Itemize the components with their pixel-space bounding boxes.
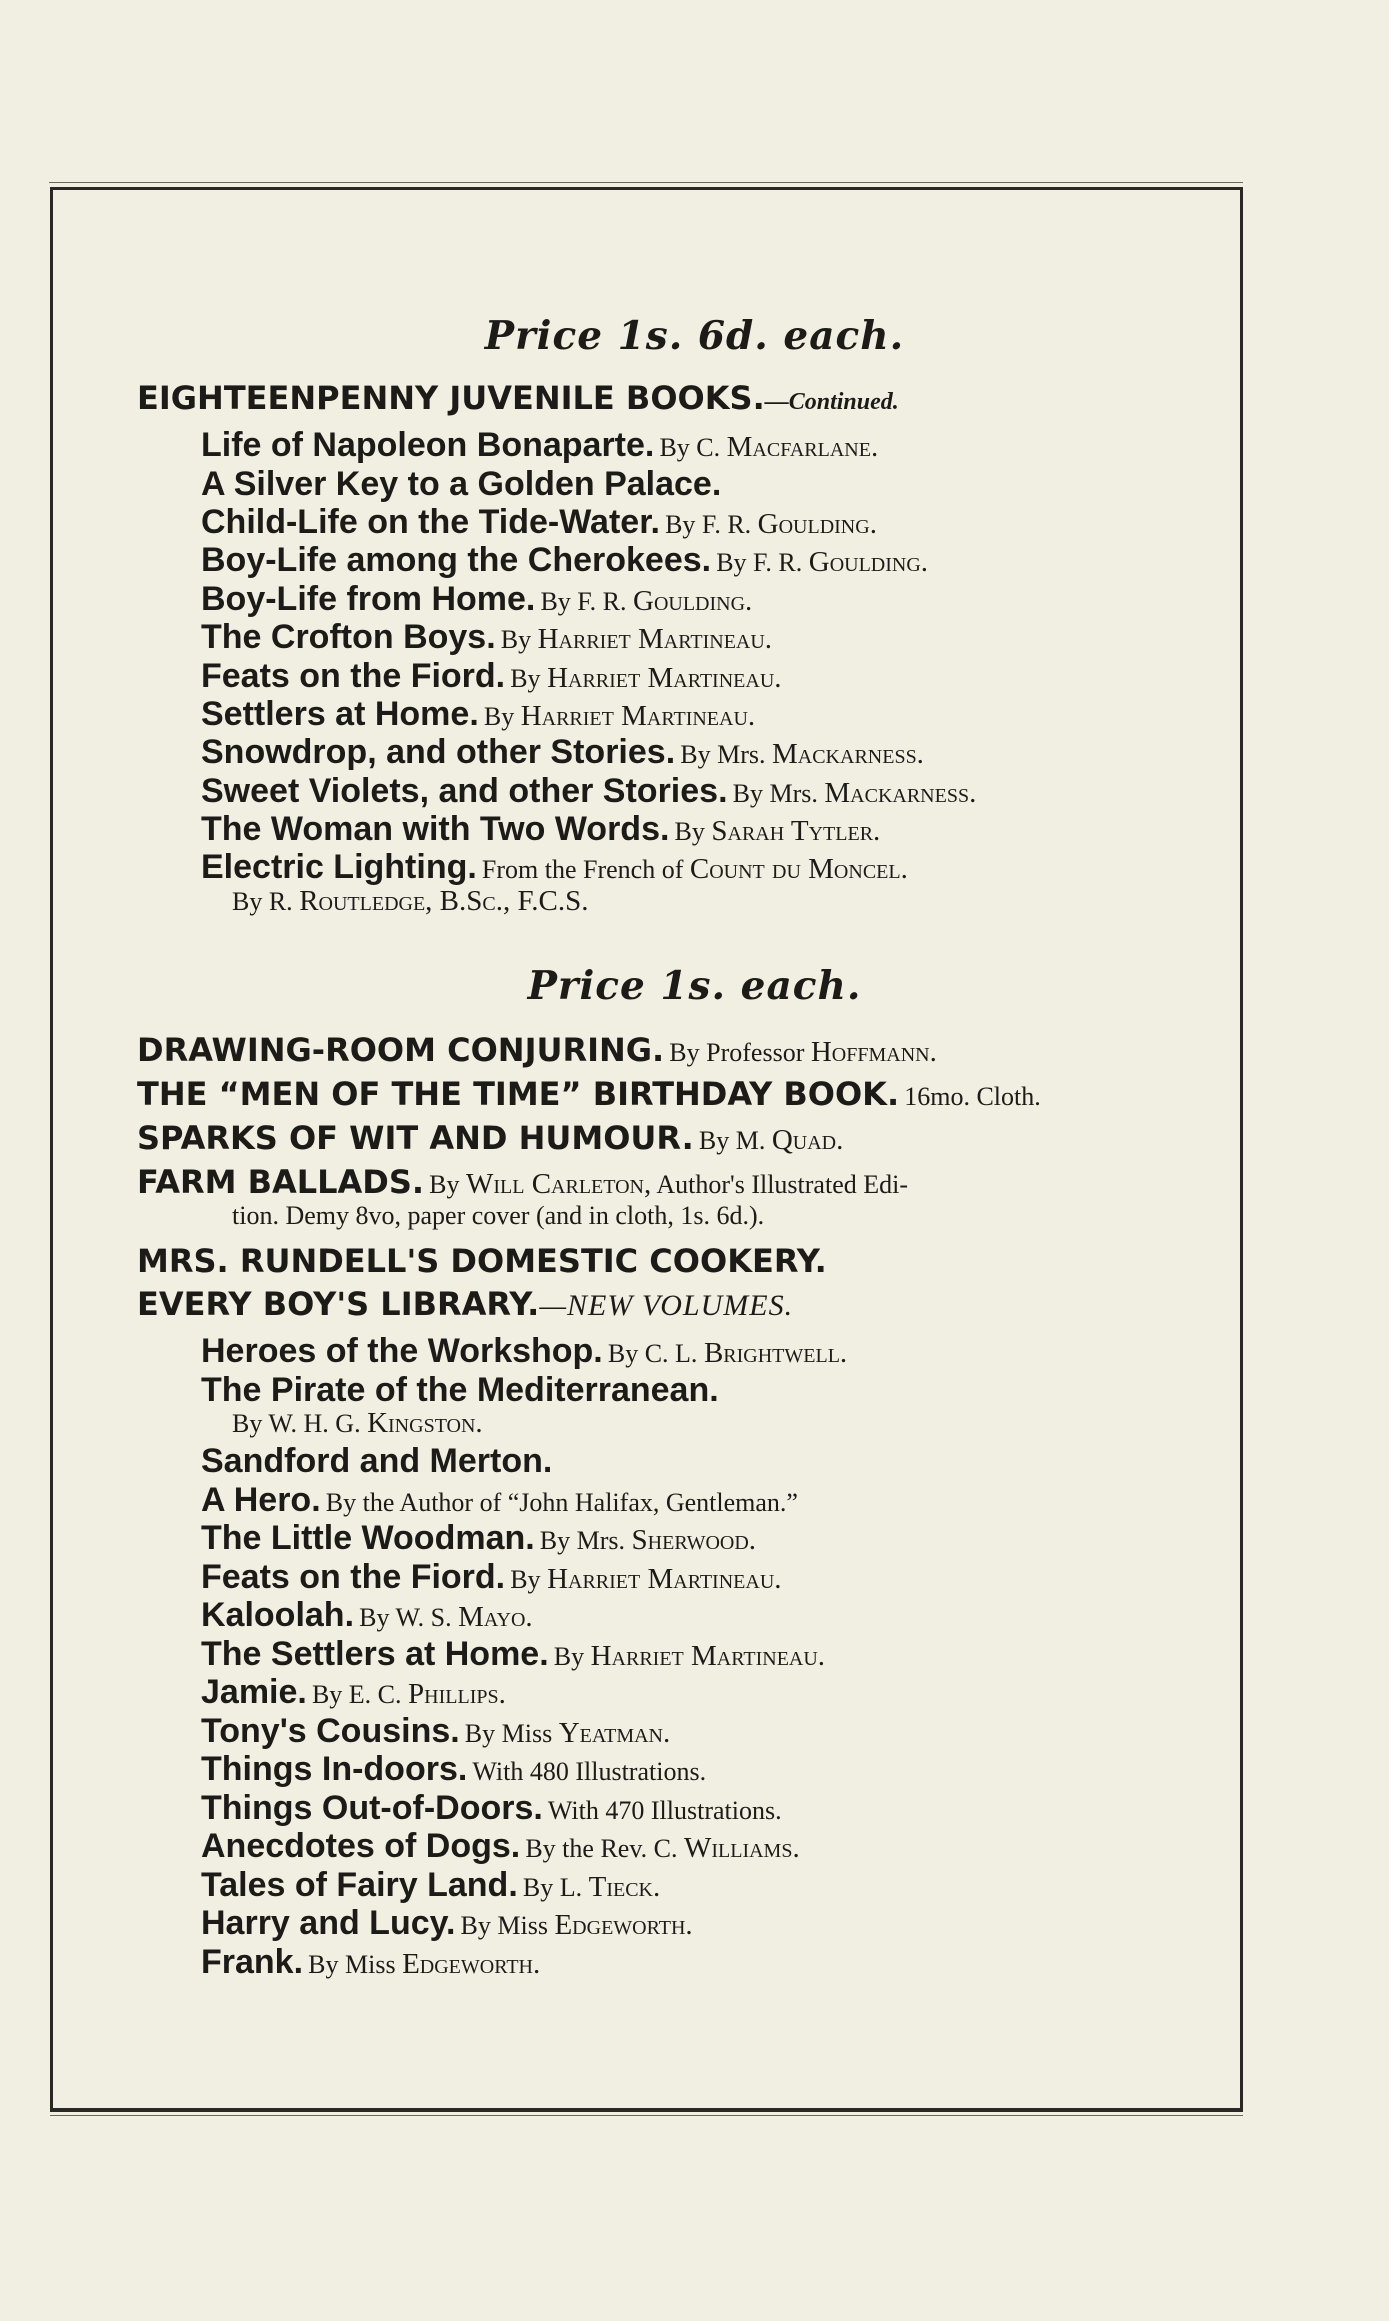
byline: By L. bbox=[522, 1873, 589, 1902]
list-item bbox=[201, 582, 752, 616]
author-name: Macfarlane. bbox=[726, 431, 879, 463]
list-item bbox=[201, 428, 878, 462]
entry-note: Author's Illustrated Edi- bbox=[656, 1170, 908, 1199]
byline: By F. R. bbox=[540, 587, 634, 616]
list-item bbox=[201, 659, 782, 693]
book-title: Sweet Violets, and other Stories. bbox=[201, 772, 728, 810]
byline: By E. C. bbox=[311, 1680, 409, 1709]
book-title: Life of Napoleon Bonaparte. bbox=[201, 426, 655, 464]
byline: By the Author of “John Halifax, Gentleman.” bbox=[325, 1488, 798, 1517]
list-item bbox=[201, 1945, 540, 1979]
author-name: Hoffmann. bbox=[810, 1036, 937, 1068]
byline: By the Rev. C. bbox=[525, 1834, 684, 1863]
byline: By F. R. bbox=[665, 510, 758, 539]
author-name: Goulding. bbox=[757, 508, 877, 540]
byline: By Mrs. bbox=[732, 779, 825, 808]
price-heading-1s: Price 1s. each. bbox=[527, 963, 862, 1009]
book-title: A Hero. bbox=[201, 1481, 321, 1519]
entry-farm-ballads bbox=[137, 1163, 908, 1201]
list-item bbox=[201, 812, 880, 846]
book-title: Kaloolah. bbox=[201, 1596, 355, 1634]
byline: By Mrs. bbox=[539, 1526, 632, 1555]
entry-note: 16mo. Cloth. bbox=[904, 1082, 1041, 1111]
author-name: Williams. bbox=[683, 1832, 800, 1864]
entry-farm-ballads-cont bbox=[232, 1203, 764, 1229]
book-title: Child-Life on the Tide-Water. bbox=[201, 503, 660, 541]
entry-title: THE “MEN OF THE TIME” BIRTHDAY BOOK. bbox=[137, 1075, 900, 1113]
list-item bbox=[201, 543, 928, 577]
book-title: The Settlers at Home. bbox=[201, 1635, 549, 1673]
entry-title: FARM BALLADS. bbox=[137, 1163, 425, 1201]
list-item bbox=[201, 1521, 756, 1555]
author-name: Goulding. bbox=[808, 546, 929, 578]
byline: With 470 Illustrations. bbox=[547, 1796, 782, 1825]
entry-note: tion. Demy 8vo, paper cover (and in cloth, 1s. 6d.). bbox=[232, 1201, 765, 1230]
book-title: Anecdotes of Dogs. bbox=[201, 1827, 521, 1865]
byline: By Professor bbox=[669, 1038, 811, 1067]
author-name: Yeatman. bbox=[558, 1717, 671, 1749]
byline: By bbox=[500, 625, 538, 654]
byline: By Miss bbox=[308, 1950, 403, 1979]
book-title: Settlers at Home. bbox=[201, 695, 479, 733]
book-title: The Pirate of the Mediterranean. bbox=[201, 1371, 719, 1409]
author-name: Count du Moncel. bbox=[689, 853, 908, 885]
book-title: A Silver Key to a Golden Palace. bbox=[201, 465, 722, 503]
byline: By bbox=[510, 664, 548, 693]
book-title: Boy-Life among the Cherokees. bbox=[201, 541, 712, 579]
author-name: Will Carleton, bbox=[465, 1168, 652, 1200]
book-title: Feats on the Fiord. bbox=[201, 1558, 506, 1596]
author-name: Mayo. bbox=[458, 1601, 533, 1633]
book-title: The Crofton Boys. bbox=[201, 618, 496, 656]
book-title: Things In-doors. bbox=[201, 1750, 468, 1788]
list-item bbox=[201, 1560, 782, 1594]
list-item bbox=[201, 1373, 719, 1407]
byline: By W. H. G. bbox=[232, 1409, 368, 1438]
author-name: Routledge, B.Sc., F.C.S. bbox=[299, 885, 589, 917]
list-item bbox=[201, 505, 877, 539]
entry-rundell bbox=[137, 1242, 827, 1280]
byline: By C. L. bbox=[607, 1339, 704, 1368]
book-title: Harry and Lucy. bbox=[201, 1904, 456, 1942]
byline: By bbox=[553, 1642, 591, 1671]
byline: By Miss bbox=[464, 1719, 559, 1748]
book-title: Things Out-of-Doors. bbox=[201, 1789, 543, 1827]
byline: By bbox=[429, 1170, 466, 1199]
list-item bbox=[201, 1598, 533, 1632]
list-item bbox=[201, 1637, 825, 1671]
book-title: The Little Woodman. bbox=[201, 1519, 535, 1557]
list-item bbox=[201, 697, 755, 731]
list-item bbox=[201, 467, 721, 501]
byline: With 480 Illustrations. bbox=[472, 1757, 707, 1786]
book-title: Jamie. bbox=[201, 1673, 307, 1711]
continued-label: —Continued. bbox=[764, 389, 899, 415]
author-name: Mackarness. bbox=[771, 738, 924, 770]
book-title: Boy-Life from Home. bbox=[201, 580, 536, 618]
author-name: Edgeworth. bbox=[554, 1909, 693, 1941]
byline: By bbox=[674, 817, 712, 846]
byline: By Miss bbox=[460, 1911, 555, 1940]
byline: By M. bbox=[698, 1126, 772, 1155]
byline: By Mrs. bbox=[680, 740, 772, 769]
book-title: The Woman with Two Words. bbox=[201, 810, 670, 848]
author-name: Phillips. bbox=[408, 1678, 506, 1710]
list-item bbox=[201, 1334, 847, 1368]
entry-drawing-room bbox=[137, 1031, 937, 1069]
byline: By F. R. bbox=[716, 548, 809, 577]
book-title: Heroes of the Workshop. bbox=[201, 1332, 603, 1370]
list-item-continuation bbox=[232, 887, 589, 916]
list-item bbox=[201, 1714, 670, 1748]
author-name: Sherwood. bbox=[631, 1524, 757, 1556]
byline: By bbox=[483, 702, 521, 731]
book-title: Snowdrop, and other Stories. bbox=[201, 733, 676, 771]
entry-sparks bbox=[137, 1119, 844, 1157]
author-name: Harriet Martineau. bbox=[590, 1640, 826, 1672]
entry-men-of-the-time bbox=[137, 1075, 1041, 1113]
author-name: Edgeworth. bbox=[402, 1948, 541, 1980]
list-item-continuation bbox=[232, 1409, 483, 1438]
author-name: Sarah Tytler. bbox=[711, 815, 881, 847]
list-item bbox=[201, 1791, 782, 1825]
byline: From the French of bbox=[481, 855, 690, 884]
list-item bbox=[201, 620, 772, 654]
list-item bbox=[201, 1752, 706, 1786]
entry-title: DRAWING-ROOM CONJURING. bbox=[137, 1031, 665, 1069]
list-item bbox=[201, 850, 908, 884]
list-item bbox=[201, 1906, 693, 1940]
book-title: Tony's Cousins. bbox=[201, 1712, 460, 1750]
author-name: Goulding. bbox=[633, 585, 753, 617]
entry-title: MRS. RUNDELL'S DOMESTIC COOKERY. bbox=[137, 1242, 827, 1280]
author-name: Tieck. bbox=[588, 1871, 661, 1903]
author-name: Quad. bbox=[771, 1124, 844, 1156]
price-heading-1s-6d: Price 1s. 6d. each. bbox=[484, 313, 905, 359]
list-item bbox=[201, 774, 976, 808]
text: —NEW VOLUMES. bbox=[539, 1289, 794, 1322]
byline: By R. bbox=[232, 887, 300, 916]
author-name: Harriet Martineau. bbox=[547, 1563, 782, 1595]
list-item bbox=[201, 1868, 660, 1902]
author-name: Harriet Martineau. bbox=[547, 662, 782, 694]
author-name: Harriet Martineau. bbox=[537, 623, 773, 655]
entry-title: EVERY BOY'S LIBRARY. bbox=[137, 1285, 540, 1323]
list-item bbox=[201, 1675, 506, 1709]
book-title: Sandford and Merton. bbox=[201, 1442, 553, 1480]
list-item bbox=[201, 735, 924, 769]
list-item bbox=[201, 1829, 800, 1863]
category-eighteenpenny bbox=[137, 379, 899, 417]
byline: By bbox=[510, 1565, 548, 1594]
byline: By W. S. bbox=[359, 1603, 459, 1632]
author-name: Mackarness. bbox=[824, 777, 977, 809]
book-title: Frank. bbox=[201, 1943, 304, 1981]
author-name: Harriet Martineau. bbox=[520, 700, 756, 732]
author-name: Kingston. bbox=[367, 1407, 483, 1439]
author-name: Brightwell. bbox=[703, 1337, 848, 1369]
category-every-boys-library bbox=[137, 1285, 794, 1323]
entry-title: SPARKS OF WIT AND HUMOUR. bbox=[137, 1119, 694, 1157]
book-title: Electric Lighting. bbox=[201, 848, 477, 886]
list-item bbox=[201, 1444, 552, 1478]
book-title: Tales of Fairy Land. bbox=[201, 1866, 518, 1904]
byline: By C. bbox=[659, 433, 727, 462]
category-title: EIGHTEENPENNY JUVENILE BOOKS. bbox=[137, 379, 765, 417]
list-item bbox=[201, 1483, 798, 1517]
book-title: Feats on the Fiord. bbox=[201, 657, 506, 695]
